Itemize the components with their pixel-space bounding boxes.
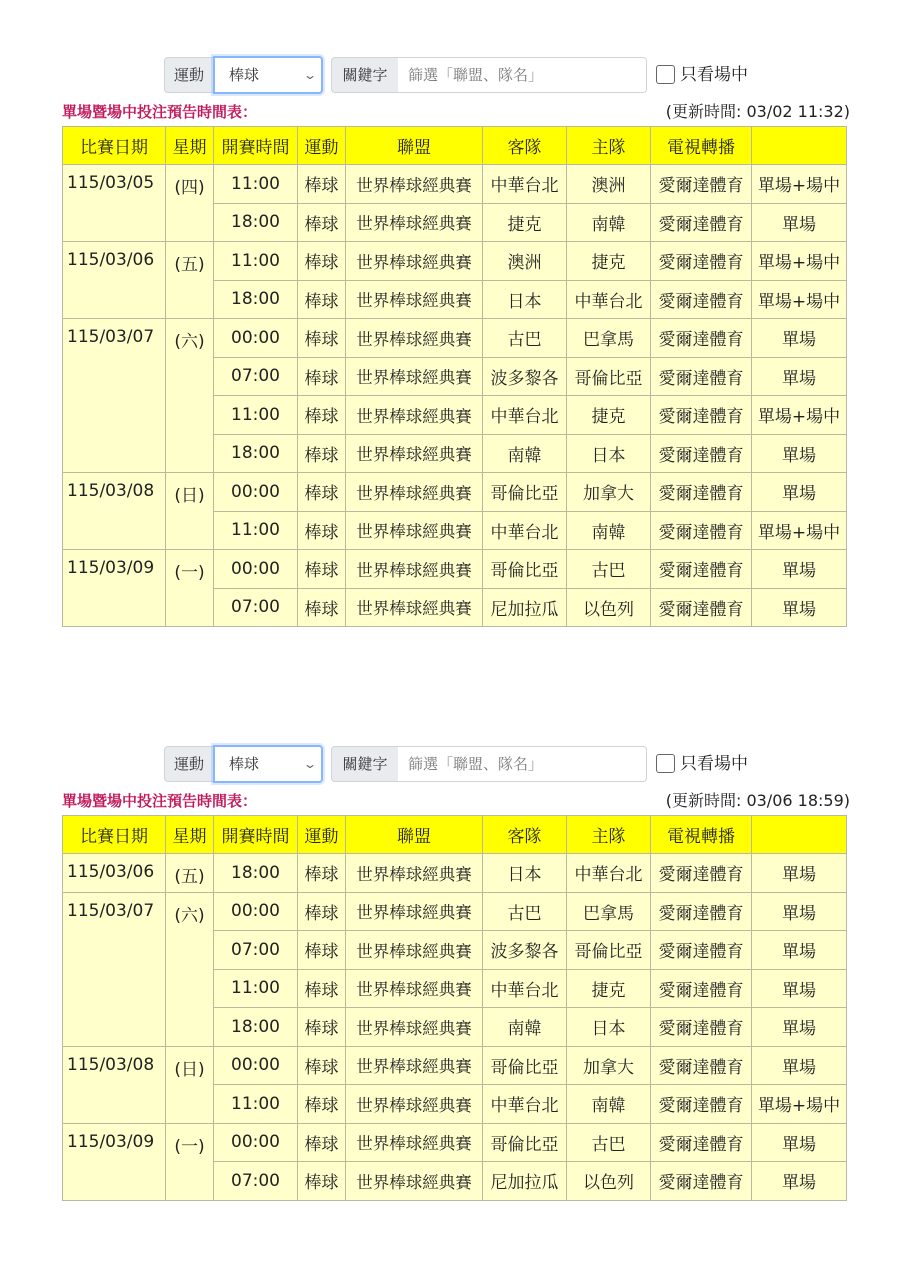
date-cell: 115/03/09 xyxy=(63,550,166,627)
away-team-cell: 中華台北 xyxy=(483,969,567,1008)
bet-type-cell: 單場 xyxy=(752,1008,847,1047)
league-cell: 世界棒球經典賽 xyxy=(346,242,483,281)
home-team-cell: 加拿大 xyxy=(567,473,651,512)
time-cell: 07:00 xyxy=(214,1162,298,1201)
column-header: 客隊 xyxy=(483,816,567,854)
away-team-cell: 古巴 xyxy=(483,319,567,358)
column-header: 運動 xyxy=(298,127,346,165)
keyword-label: 關鍵字 xyxy=(331,746,399,782)
tv-cell: 愛爾達體育 xyxy=(651,931,752,970)
home-team-cell: 南韓 xyxy=(567,1085,651,1124)
checkbox-box[interactable] xyxy=(656,754,675,773)
keyword-search-input[interactable]: 篩選「聯盟、隊名」 xyxy=(398,746,647,782)
column-header: 開賽時間 xyxy=(214,816,298,854)
away-team-cell: 尼加拉瓜 xyxy=(483,1162,567,1201)
bet-type-cell: 單場 xyxy=(752,473,847,512)
weekday-cell: (六) xyxy=(166,892,214,1046)
caption-row xyxy=(62,789,850,813)
sport-cell: 棒球 xyxy=(298,1162,346,1201)
date-cell: 115/03/07 xyxy=(63,319,166,473)
time-cell: 18:00 xyxy=(214,854,298,893)
tv-cell: 愛爾達體育 xyxy=(651,550,752,589)
away-team-cell: 南韓 xyxy=(483,434,567,473)
time-cell: 07:00 xyxy=(214,931,298,970)
home-team-cell: 捷克 xyxy=(567,242,651,281)
time-cell: 00:00 xyxy=(214,1123,298,1162)
bet-type-cell: 單場 xyxy=(752,1162,847,1201)
column-header: 電視轉播 xyxy=(651,127,752,165)
tv-cell: 愛爾達體育 xyxy=(651,1085,752,1124)
column-header xyxy=(752,816,847,854)
league-cell: 世界棒球經典賽 xyxy=(346,434,483,473)
away-team-cell: 波多黎各 xyxy=(483,931,567,970)
time-cell: 18:00 xyxy=(214,1008,298,1047)
filter-bar xyxy=(0,744,914,784)
home-team-cell: 南韓 xyxy=(567,511,651,550)
column-header: 聯盟 xyxy=(346,127,483,165)
date-cell: 115/03/07 xyxy=(63,892,166,1046)
sport-cell: 棒球 xyxy=(298,357,346,396)
home-team-cell: 南韓 xyxy=(567,203,651,242)
away-team-cell: 哥倫比亞 xyxy=(483,1046,567,1085)
time-cell: 11:00 xyxy=(214,165,298,204)
away-team-cell: 南韓 xyxy=(483,1008,567,1047)
bet-type-cell: 單場 xyxy=(752,550,847,589)
time-cell: 11:00 xyxy=(214,1085,298,1124)
sport-select-value: 棒球 xyxy=(229,755,260,773)
sport-cell: 棒球 xyxy=(298,319,346,358)
column-header: 聯盟 xyxy=(346,816,483,854)
tv-cell: 愛爾達體育 xyxy=(651,854,752,893)
league-cell: 世界棒球經典賽 xyxy=(346,1085,483,1124)
tv-cell: 愛爾達體育 xyxy=(651,1008,752,1047)
tv-cell: 愛爾達體育 xyxy=(651,434,752,473)
sport-cell: 棒球 xyxy=(298,242,346,281)
home-team-cell: 日本 xyxy=(567,434,651,473)
away-team-cell: 古巴 xyxy=(483,892,567,931)
column-header: 比賽日期 xyxy=(63,816,166,854)
time-cell: 07:00 xyxy=(214,357,298,396)
league-cell: 世界棒球經典賽 xyxy=(346,203,483,242)
away-team-cell: 哥倫比亞 xyxy=(483,550,567,589)
column-header: 星期 xyxy=(166,127,214,165)
home-team-cell: 加拿大 xyxy=(567,1046,651,1085)
sport-cell: 棒球 xyxy=(298,550,346,589)
home-team-cell: 中華台北 xyxy=(567,854,651,893)
schedule-title: 單場暨場中投注預告時間表： xyxy=(62,792,258,810)
home-team-cell: 巴拿馬 xyxy=(567,319,651,358)
league-cell: 世界棒球經典賽 xyxy=(346,588,483,627)
sport-cell: 棒球 xyxy=(298,1008,346,1047)
column-header: 主隊 xyxy=(567,816,651,854)
date-cell: 115/03/06 xyxy=(63,854,166,893)
away-team-cell: 哥倫比亞 xyxy=(483,473,567,512)
tv-cell: 愛爾達體育 xyxy=(651,511,752,550)
tv-cell: 愛爾達體育 xyxy=(651,892,752,931)
caption-row xyxy=(62,100,850,124)
sport-cell: 棒球 xyxy=(298,1085,346,1124)
bet-type-cell: 單場+場中 xyxy=(752,242,847,281)
sport-cell: 棒球 xyxy=(298,396,346,435)
tv-cell: 愛爾達體育 xyxy=(651,1123,752,1162)
home-team-cell: 以色列 xyxy=(567,1162,651,1201)
weekday-cell: (五) xyxy=(166,854,214,893)
home-team-cell: 哥倫比亞 xyxy=(567,357,651,396)
bet-type-cell: 單場 xyxy=(752,357,847,396)
column-header: 比賽日期 xyxy=(63,127,166,165)
sport-cell: 棒球 xyxy=(298,892,346,931)
column-header: 客隊 xyxy=(483,127,567,165)
column-header: 星期 xyxy=(166,816,214,854)
bet-type-cell: 單場 xyxy=(752,588,847,627)
sport-filter-label: 運動 xyxy=(164,746,214,782)
weekday-cell: (一) xyxy=(166,550,214,627)
sport-cell: 棒球 xyxy=(298,931,346,970)
live-only-label: 只看場中 xyxy=(680,65,748,85)
away-team-cell: 澳洲 xyxy=(483,242,567,281)
sport-cell: 棒球 xyxy=(298,165,346,204)
sport-cell: 棒球 xyxy=(298,1123,346,1162)
home-team-cell: 澳洲 xyxy=(567,165,651,204)
league-cell: 世界棒球經典賽 xyxy=(346,550,483,589)
sport-filter-label: 運動 xyxy=(164,57,214,93)
home-team-cell: 捷克 xyxy=(567,969,651,1008)
away-team-cell: 波多黎各 xyxy=(483,357,567,396)
date-cell: 115/03/08 xyxy=(63,473,166,550)
table-row xyxy=(63,319,847,358)
sport-select[interactable] xyxy=(213,56,323,94)
header-row xyxy=(63,816,847,854)
away-team-cell: 哥倫比亞 xyxy=(483,1123,567,1162)
league-cell: 世界棒球經典賽 xyxy=(346,165,483,204)
sport-select[interactable] xyxy=(213,745,323,783)
league-cell: 世界棒球經典賽 xyxy=(346,473,483,512)
bet-type-cell: 單場+場中 xyxy=(752,396,847,435)
tv-cell: 愛爾達體育 xyxy=(651,357,752,396)
tv-cell: 愛爾達體育 xyxy=(651,165,752,204)
weekday-cell: (四) xyxy=(166,165,214,242)
home-team-cell: 古巴 xyxy=(567,550,651,589)
column-header: 開賽時間 xyxy=(214,127,298,165)
league-cell: 世界棒球經典賽 xyxy=(346,511,483,550)
away-team-cell: 中華台北 xyxy=(483,396,567,435)
column-header xyxy=(752,127,847,165)
weekday-cell: (日) xyxy=(166,473,214,550)
keyword-label: 關鍵字 xyxy=(331,57,399,93)
tv-cell: 愛爾達體育 xyxy=(651,588,752,627)
bet-type-cell: 單場 xyxy=(752,969,847,1008)
keyword-search-input[interactable]: 篩選「聯盟、隊名」 xyxy=(398,57,647,93)
tv-cell: 愛爾達體育 xyxy=(651,1162,752,1201)
away-team-cell: 中華台北 xyxy=(483,165,567,204)
bet-type-cell: 單場 xyxy=(752,319,847,358)
league-cell: 世界棒球經典賽 xyxy=(346,892,483,931)
filter-bar xyxy=(0,55,914,95)
league-cell: 世界棒球經典賽 xyxy=(346,357,483,396)
sport-cell: 棒球 xyxy=(298,854,346,893)
away-team-cell: 中華台北 xyxy=(483,511,567,550)
league-cell: 世界棒球經典賽 xyxy=(346,319,483,358)
column-header: 電視轉播 xyxy=(651,816,752,854)
league-cell: 世界棒球經典賽 xyxy=(346,396,483,435)
time-cell: 00:00 xyxy=(214,319,298,358)
tv-cell: 愛爾達體育 xyxy=(651,1046,752,1085)
column-header: 主隊 xyxy=(567,127,651,165)
tv-cell: 愛爾達體育 xyxy=(651,242,752,281)
sport-cell: 棒球 xyxy=(298,1046,346,1085)
bet-type-cell: 單場 xyxy=(752,1123,847,1162)
table-row xyxy=(63,1123,847,1162)
schedule-table xyxy=(62,126,847,627)
header-row xyxy=(63,127,847,165)
time-cell: 00:00 xyxy=(214,473,298,512)
time-cell: 00:00 xyxy=(214,892,298,931)
sport-cell: 棒球 xyxy=(298,969,346,1008)
home-team-cell: 捷克 xyxy=(567,396,651,435)
date-cell: 115/03/05 xyxy=(63,165,166,242)
updated-time: (更新時間: 03/02 11:32) xyxy=(665,102,850,121)
table-row xyxy=(63,854,847,893)
home-team-cell: 中華台北 xyxy=(567,280,651,319)
weekday-cell: (六) xyxy=(166,319,214,473)
time-cell: 11:00 xyxy=(214,969,298,1008)
league-cell: 世界棒球經典賽 xyxy=(346,854,483,893)
weekday-cell: (日) xyxy=(166,1046,214,1123)
sport-cell: 棒球 xyxy=(298,203,346,242)
away-team-cell: 捷克 xyxy=(483,203,567,242)
table-row xyxy=(63,892,847,931)
time-cell: 07:00 xyxy=(214,588,298,627)
bet-type-cell: 單場+場中 xyxy=(752,511,847,550)
tv-cell: 愛爾達體育 xyxy=(651,319,752,358)
table-row xyxy=(63,550,847,589)
bet-type-cell: 單場+場中 xyxy=(752,1085,847,1124)
bet-type-cell: 單場+場中 xyxy=(752,165,847,204)
home-team-cell: 日本 xyxy=(567,1008,651,1047)
weekday-cell: (五) xyxy=(166,242,214,319)
date-cell: 115/03/06 xyxy=(63,242,166,319)
time-cell: 18:00 xyxy=(214,434,298,473)
home-team-cell: 以色列 xyxy=(567,588,651,627)
bet-type-cell: 單場 xyxy=(752,931,847,970)
chevron-down-icon: ⌄ xyxy=(302,68,318,82)
home-team-cell: 古巴 xyxy=(567,1123,651,1162)
bet-type-cell: 單場 xyxy=(752,203,847,242)
bet-type-cell: 單場 xyxy=(752,892,847,931)
schedule-table xyxy=(62,815,847,1201)
weekday-cell: (一) xyxy=(166,1123,214,1200)
league-cell: 世界棒球經典賽 xyxy=(346,1008,483,1047)
tv-cell: 愛爾達體育 xyxy=(651,969,752,1008)
time-cell: 00:00 xyxy=(214,550,298,589)
sport-select-value: 棒球 xyxy=(229,66,260,84)
home-team-cell: 哥倫比亞 xyxy=(567,931,651,970)
table-row xyxy=(63,473,847,512)
sport-cell: 棒球 xyxy=(298,280,346,319)
time-cell: 18:00 xyxy=(214,203,298,242)
table-row xyxy=(63,165,847,204)
league-cell: 世界棒球經典賽 xyxy=(346,969,483,1008)
date-cell: 115/03/09 xyxy=(63,1123,166,1200)
bet-type-cell: 單場 xyxy=(752,434,847,473)
away-team-cell: 尼加拉瓜 xyxy=(483,588,567,627)
live-only-label: 只看場中 xyxy=(680,754,748,774)
away-team-cell: 中華台北 xyxy=(483,1085,567,1124)
date-cell: 115/03/08 xyxy=(63,1046,166,1123)
sport-cell: 棒球 xyxy=(298,511,346,550)
league-cell: 世界棒球經典賽 xyxy=(346,280,483,319)
sport-cell: 棒球 xyxy=(298,473,346,512)
bet-type-cell: 單場 xyxy=(752,854,847,893)
table-row xyxy=(63,1046,847,1085)
sport-cell: 棒球 xyxy=(298,588,346,627)
table-row xyxy=(63,242,847,281)
time-cell: 00:00 xyxy=(214,1046,298,1085)
league-cell: 世界棒球經典賽 xyxy=(346,1046,483,1085)
time-cell: 18:00 xyxy=(214,280,298,319)
time-cell: 11:00 xyxy=(214,242,298,281)
league-cell: 世界棒球經典賽 xyxy=(346,1162,483,1201)
away-team-cell: 日本 xyxy=(483,280,567,319)
tv-cell: 愛爾達體育 xyxy=(651,473,752,512)
tv-cell: 愛爾達體育 xyxy=(651,203,752,242)
bet-type-cell: 單場 xyxy=(752,1046,847,1085)
time-cell: 11:00 xyxy=(214,396,298,435)
league-cell: 世界棒球經典賽 xyxy=(346,931,483,970)
schedule-title: 單場暨場中投注預告時間表： xyxy=(62,103,258,121)
time-cell: 11:00 xyxy=(214,511,298,550)
sport-cell: 棒球 xyxy=(298,434,346,473)
column-header: 運動 xyxy=(298,816,346,854)
home-team-cell: 巴拿馬 xyxy=(567,892,651,931)
bet-type-cell: 單場+場中 xyxy=(752,280,847,319)
checkbox-box[interactable] xyxy=(656,65,675,84)
away-team-cell: 日本 xyxy=(483,854,567,893)
chevron-down-icon: ⌄ xyxy=(302,757,318,771)
updated-time: (更新時間: 03/06 18:59) xyxy=(665,791,850,810)
tv-cell: 愛爾達體育 xyxy=(651,396,752,435)
tv-cell: 愛爾達體育 xyxy=(651,280,752,319)
league-cell: 世界棒球經典賽 xyxy=(346,1123,483,1162)
